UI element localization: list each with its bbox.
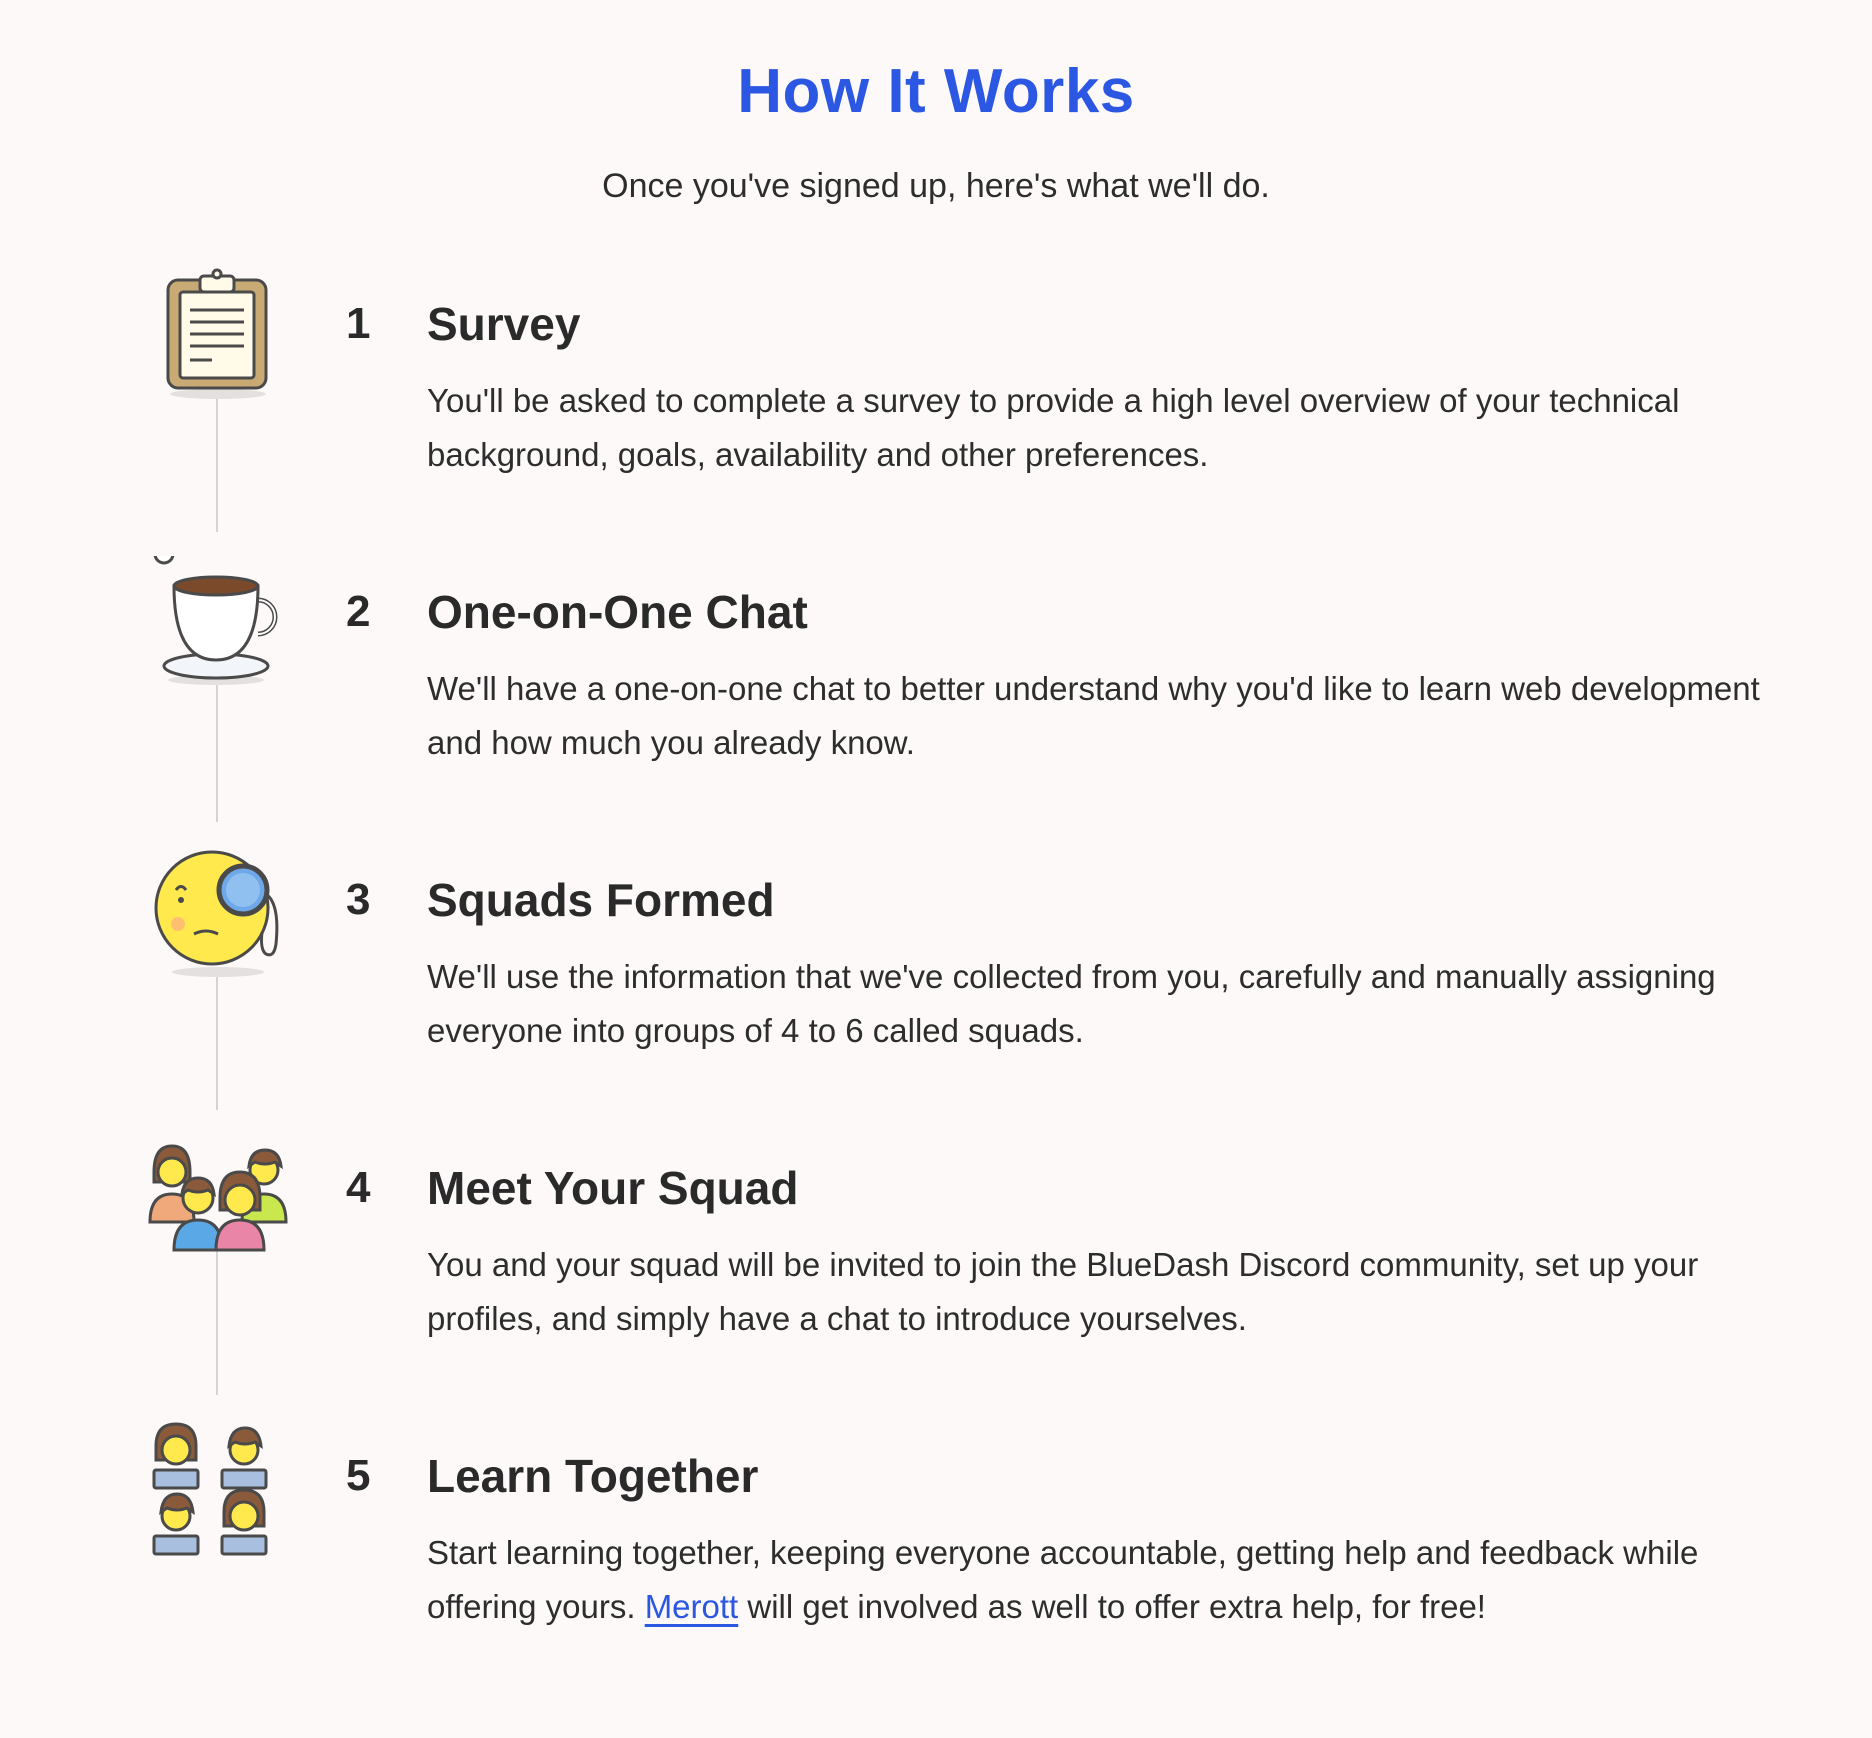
- merott-link[interactable]: Merott: [644, 1588, 739, 1625]
- step-survey: [0, 296, 1872, 586]
- step-description: [427, 1526, 1767, 1634]
- step-title: Meet Your Squad: [427, 1162, 799, 1214]
- step-number: 3: [346, 875, 371, 924]
- page-title: How It Works: [737, 57, 1135, 126]
- step-number: 1: [346, 299, 371, 348]
- page-subtitle: Once you've signed up, here's what we'll do.: [602, 167, 1270, 205]
- step-squads-formed: [0, 872, 1872, 1162]
- step-learn-together: [0, 1448, 1872, 1738]
- step-one-on-one-chat: [0, 584, 1872, 874]
- step-number: 5: [346, 1451, 371, 1500]
- step-title: Learn Together: [427, 1450, 759, 1502]
- step-title: One-on-One Chat: [427, 586, 808, 638]
- monocle-face-icon: [146, 844, 290, 988]
- group-people-icon: [146, 1132, 290, 1276]
- step-title: Survey: [427, 298, 581, 350]
- step-title: Squads Formed: [427, 874, 775, 926]
- step-description-text: will get involved as well to offer extra help, for free!: [747, 1588, 1486, 1625]
- step-number: 2: [346, 587, 371, 636]
- clipboard-icon: [146, 268, 290, 412]
- step-description-text: Start learning together, keeping everyone accountable, getting help and feedback while offering yours.: [427, 1534, 1699, 1625]
- coffee-cup-icon: [146, 556, 290, 700]
- step-description: You'll be asked to complete a survey to provide a high level overview of your technical background, goals, availability and other preferences.: [427, 382, 1680, 473]
- step-meet-your-squad: [0, 1160, 1872, 1450]
- people-laptops-icon: [146, 1420, 290, 1564]
- step-description: We'll have a one-on-one chat to better understand why you'd like to learn web development and how much you already know.: [427, 670, 1760, 761]
- step-number: 4: [346, 1163, 371, 1212]
- step-description: You and your squad will be invited to join the BlueDash Discord community, set up your profiles, and simply have a chat to introduce yourselves.: [427, 1246, 1699, 1337]
- step-description: We'll use the information that we've collected from you, carefully and manually assigning everyone into groups of 4 to 6 called squads.: [427, 958, 1716, 1049]
